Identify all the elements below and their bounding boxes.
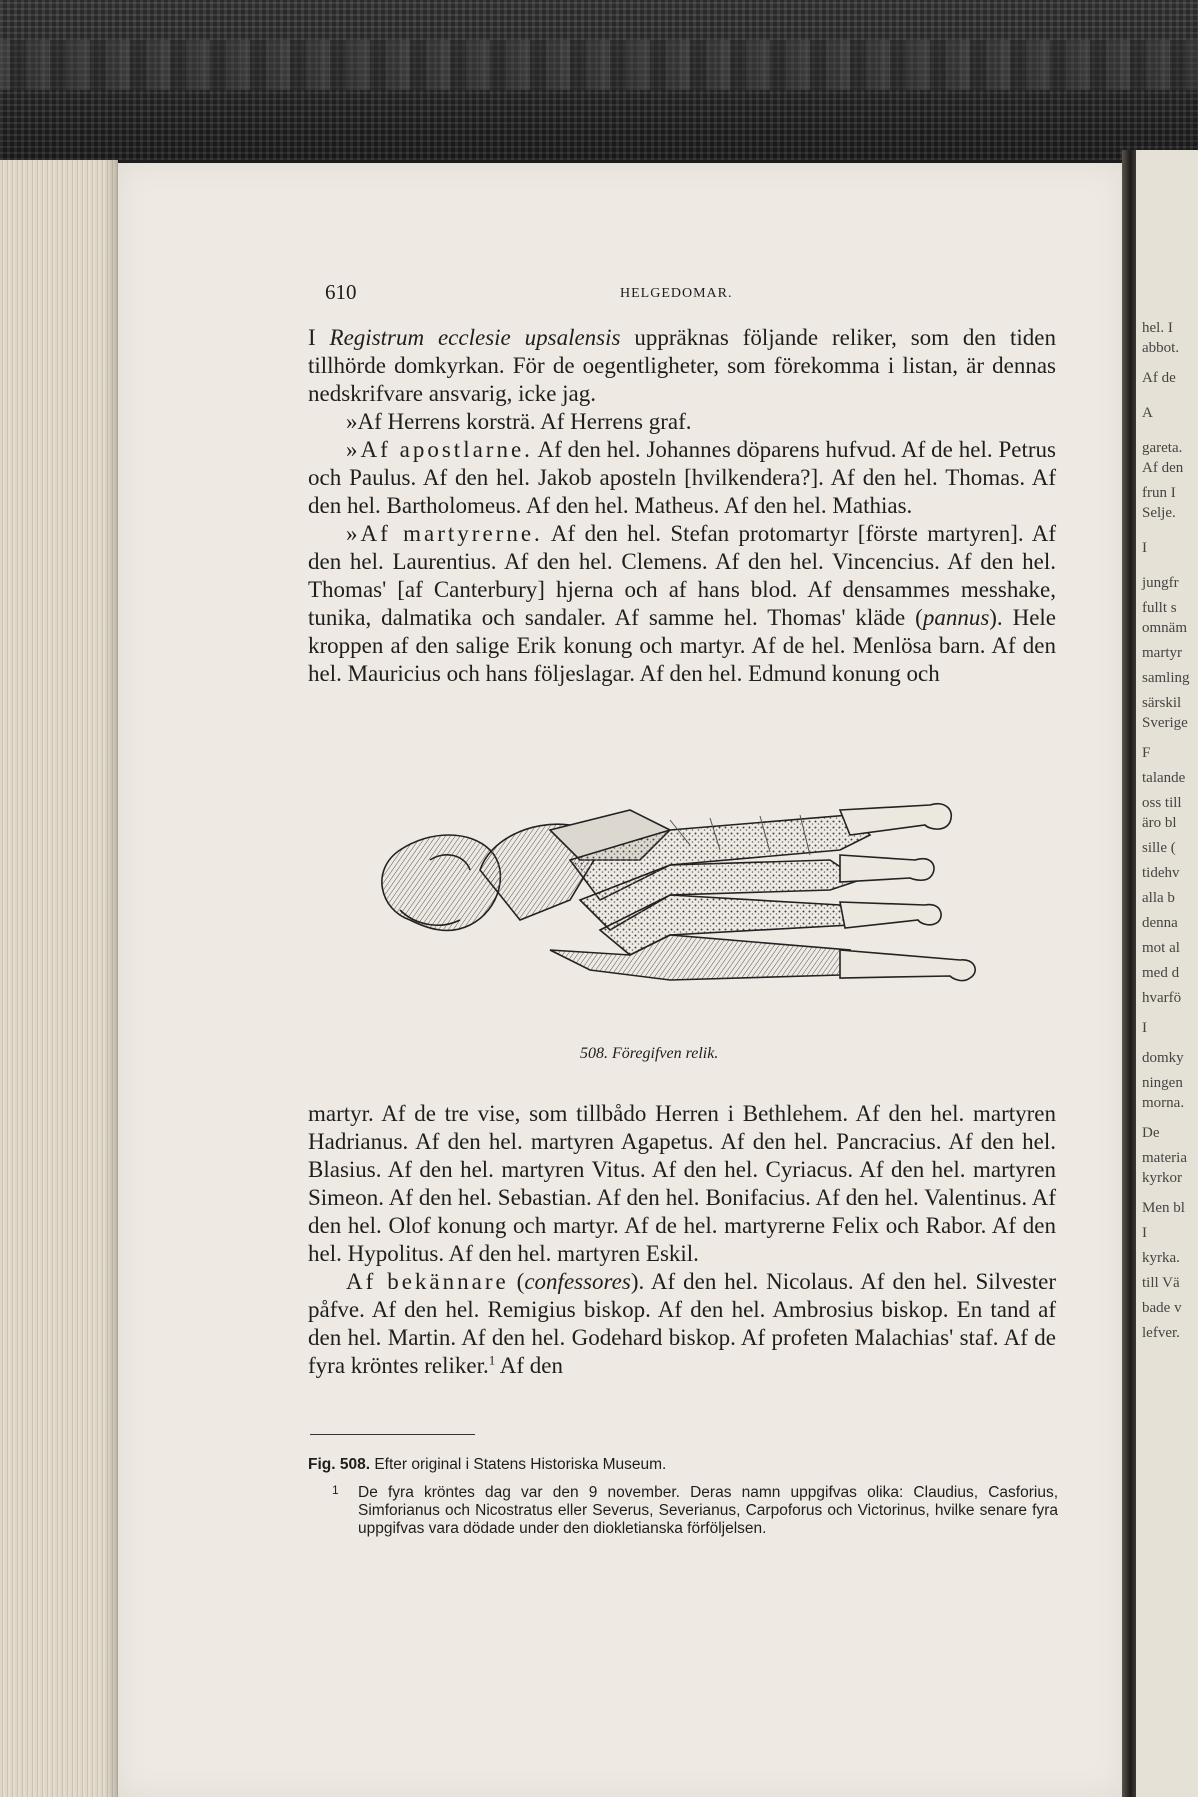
next-page-fragment: jungfr (1142, 575, 1179, 591)
next-page-fragment: Sverige (1142, 715, 1188, 731)
next-page-fragment: samling (1142, 670, 1190, 686)
next-page-fragment: F (1142, 745, 1151, 761)
paragraph-3: »Af apostlarne. Af den hel. Johannes döparens hufvud. Af de hel. Petrus och Paulus. Af den hel. Jakob aposteln [hvilkendera?]. Af den hel. Thomas. Af den hel. Bartholomeus. Af den hel. Matheus. Af den hel. Mathias. (308, 437, 1056, 518)
footnote-rule (310, 1434, 475, 1435)
next-page-fragment: A (1142, 405, 1153, 421)
next-page-fragment: alla b (1142, 890, 1175, 906)
next-page-fragment: fullt s (1142, 600, 1177, 616)
footnote-number: 1 (332, 1483, 339, 1497)
running-head: HELGEDOMAR. (620, 286, 733, 301)
next-page-fragment: morna. (1142, 1095, 1185, 1111)
next-page-fragment: äro bl (1142, 815, 1177, 831)
paragraph-4: »Af martyrerne. Af den hel. Stefan protomartyr [förste martyren]. Af den hel. Laurentius. Af den hel. Clemens. Af den hel. Vincencius. Af den hel. Thomas' [af Canterbury] hjerna och af hans blod. Af densammes messhake, tunika, dalmatika och sandaler. Af samme hel. Thomas' kläde (pannus). Hele kroppen af den salige Erik konung och martyr. Af de hel. Menlösa barn. Af den hel. Mauricius och hans följeslagar. Af den hel. Edmund konung och (308, 521, 1057, 686)
paragraph-2: »Af Herrens korsträ. Af Herrens graf. (346, 409, 692, 434)
paragraph-6: Af bekännare (confessores). Af den hel. Nicolaus. Af den hel. Silvester påfve. Af den hel. Remigius biskop. Af den hel. Ambrosius biskop. En tand af den hel. Martin. Af den hel. Godehard biskop. Af profeten Malachias' staf. Af de fyra kröntes reliker.$^1$ Af den (308, 1269, 1056, 1378)
page-stack-edge (0, 160, 118, 1797)
next-page-edge (1136, 150, 1198, 1797)
next-page-fragment: Af de (1142, 370, 1176, 386)
next-page-fragment: till Vä (1142, 1275, 1180, 1291)
next-page-fragment: I (1142, 540, 1147, 556)
next-page-fragment: I (1142, 1225, 1147, 1241)
fabric-band (0, 40, 1198, 90)
page-header (325, 280, 1055, 310)
text-block-upper (308, 324, 1056, 688)
next-page-fragment: bade v (1142, 1300, 1182, 1316)
next-page-fragment: materia (1142, 1150, 1187, 1166)
footnote-marker: 1 (488, 1352, 496, 1368)
registrum-title: Registrum ecclesie upsalensis (329, 325, 621, 350)
book-gutter (1122, 150, 1136, 1797)
next-page-fragment: oss till (1142, 795, 1182, 811)
next-page-fragment: frun I (1142, 485, 1176, 501)
next-page-fragment: lefver. (1142, 1325, 1180, 1341)
next-page-fragment: denna (1142, 915, 1178, 931)
relic-foot-bones-illustration (370, 790, 1010, 1020)
next-page-fragment: Selje. (1142, 505, 1176, 521)
next-page-fragment: hvarfö (1142, 990, 1182, 1006)
page-number: 610 (325, 280, 357, 304)
next-page-fragment: De (1142, 1125, 1160, 1141)
footnote (308, 1484, 1058, 1538)
next-page-fragment: kyrkor (1142, 1170, 1182, 1186)
paragraph-1: I Registrum ecclesie upsalensis uppräknas följande reliker, som den tiden tillhörde domkyrkan. För de oegentligheter, som förekomma i listan, är dennas nedskrifvare ansvarig, icke jag. (308, 325, 1056, 406)
next-page-fragment: omnäm (1142, 620, 1187, 636)
next-page-fragment: domky (1142, 1050, 1184, 1066)
next-page-fragment: abbot. (1142, 340, 1180, 356)
next-page-fragment: med d (1142, 965, 1180, 981)
text-block-lower (308, 1100, 1056, 1380)
next-page-fragment: martyr (1142, 645, 1182, 661)
next-page-fragment: Men bl (1142, 1200, 1185, 1216)
next-page-fragment: sille ( (1142, 840, 1176, 856)
figure-note-label: Fig. 508. (308, 1456, 371, 1473)
figure-caption: 508. Föregifven relik. (580, 1045, 719, 1062)
next-page-fragment: Af den (1142, 460, 1184, 476)
next-page-fragment: I (1142, 1020, 1147, 1036)
next-page-fragment: hel. I (1142, 320, 1173, 336)
next-page-fragment: kyrka. (1142, 1250, 1180, 1266)
next-page-fragment: tidehv (1142, 865, 1180, 881)
next-page-fragment: ningen (1142, 1075, 1183, 1091)
next-page-fragment: talande (1142, 770, 1186, 786)
figure-note (308, 1456, 1058, 1474)
next-page-fragment: särskil (1142, 695, 1182, 711)
next-page-fragment: gareta. (1142, 440, 1183, 456)
next-page-fragment: mot al (1142, 940, 1180, 956)
figure-note-text: Efter original i Statens Historiska Museum. (370, 1456, 667, 1473)
paragraph-5: martyr. Af de tre vise, som tillbådo Herren i Bethlehem. Af den hel. martyren Hadrianus. Af den hel. martyren Agapetus. Af den hel. Pancracius. Af den hel. Blasius. Af den hel. martyren Vitus. Af den hel. Cyriacus. Af den hel. martyren Simeon. Af den hel. Sebastian. Af den hel. Bonifacius. Af den hel. Valentinus. Af den hel. Olof konung och martyr. Af de hel. martyrerne Felix och Rabor. Af den hel. Hypolitus. Af den hel. martyren Eskil. (308, 1101, 1056, 1266)
footnote-text: De fyra kröntes dag var den 9 november. Deras namn uppgifvas olika: Claudius, Casforius, Simforianus och Nicostratus eller Severus, Severianus, Carpoforus och Victorinus, hvilke senare fyra uppgifvas vara dödade under den diokletianska förföljelsen. (358, 1484, 1058, 1537)
